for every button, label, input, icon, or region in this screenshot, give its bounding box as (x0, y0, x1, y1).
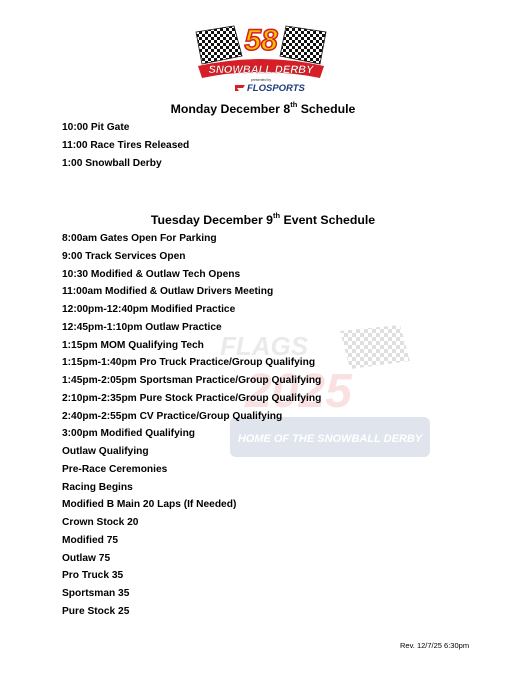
schedule-item: Outlaw 75 (62, 552, 111, 564)
schedule-item: 3:00pm Modified Qualifying (62, 428, 196, 440)
tuesday-heading-prefix: Tuesday December 9 (150, 213, 274, 228)
logo-presenter: presented by (250, 78, 272, 82)
schedule-item: 1:00 Snowball Derby (62, 158, 162, 169)
schedule-item: Pure Stock 25 (62, 605, 130, 617)
schedule-item: 12:45pm-1:10pm Outlaw Practice (62, 321, 222, 333)
monday-heading (0, 101, 526, 116)
watermark-top: FLAGS (220, 331, 309, 361)
checkered-flag-left-icon (196, 26, 242, 64)
checkered-flag-icon (340, 325, 410, 369)
flosports-icon (235, 85, 245, 91)
schedule-item: Sportsman 35 (62, 588, 130, 599)
tuesday-schedule-list (62, 233, 321, 624)
schedule-item: 9:00 Track Services Open (62, 250, 186, 262)
tuesday-heading-suffix: Event Schedule (280, 213, 376, 228)
schedule-item: 1:45pm-2:05pm Sportsman Practice/Group Qualifying (62, 375, 322, 386)
schedule-item: 10:00 Pit Gate (62, 122, 130, 133)
revision-note: Rev. 12/7/25 6:30pm (400, 641, 470, 650)
schedule-item: 8:00am Gates Open For Parking (62, 233, 217, 244)
tuesday-heading (0, 212, 526, 227)
schedule-item: 11:00am Modified & Outlaw Drivers Meeting (62, 286, 274, 298)
checkered-flag-right-icon (280, 26, 326, 64)
monday-heading-suffix: Schedule (297, 102, 356, 117)
schedule-item: Pre-Race Ceremonies (62, 463, 168, 475)
logo-sponsor: FLOSPORTS (247, 83, 305, 94)
schedule-item: Crown Stock 20 (62, 517, 139, 528)
logo-number: 58 (244, 24, 278, 57)
schedule-item: Racing Begins (62, 481, 133, 493)
schedule-item: Pro Truck 35 (62, 570, 124, 582)
monday-heading-prefix: Monday December 8 (170, 102, 291, 117)
snowball-derby-logo (190, 22, 332, 94)
schedule-item: 2:40pm-2:55pm CV Practice/Group Qualifying (62, 410, 283, 422)
schedule-item: 11:00 Race Tires Released (62, 140, 190, 151)
tuesday-heading-sup: th (273, 211, 281, 220)
monday-schedule-list (62, 122, 189, 176)
schedule-item: 2:10pm-2:35pm Pure Stock Practice/Group Qualifying (62, 392, 322, 404)
logo-name: SNOWBALL DERBY (208, 64, 314, 76)
watermark-middle: 2025 (245, 365, 352, 418)
schedule-item: Modified 75 (62, 534, 119, 546)
schedule-item: Modified B Main 20 Laps (If Needed) (62, 499, 237, 511)
schedule-item: 12:00pm-12:40pm Modified Practice (62, 304, 236, 315)
schedule-item: 10:30 Modified & Outlaw Tech Opens (62, 268, 241, 280)
schedule-item: 1:15pm MOM Qualifying Tech (62, 339, 204, 351)
watermark-bottom: HOME OF THE SNOWBALL DERBY (237, 433, 423, 445)
schedule-item: 1:15pm-1:40pm Pro Truck Practice/Group Qualifying (62, 357, 316, 369)
monday-heading-sup: th (290, 100, 298, 109)
schedule-item: Outlaw Qualifying (62, 446, 149, 457)
